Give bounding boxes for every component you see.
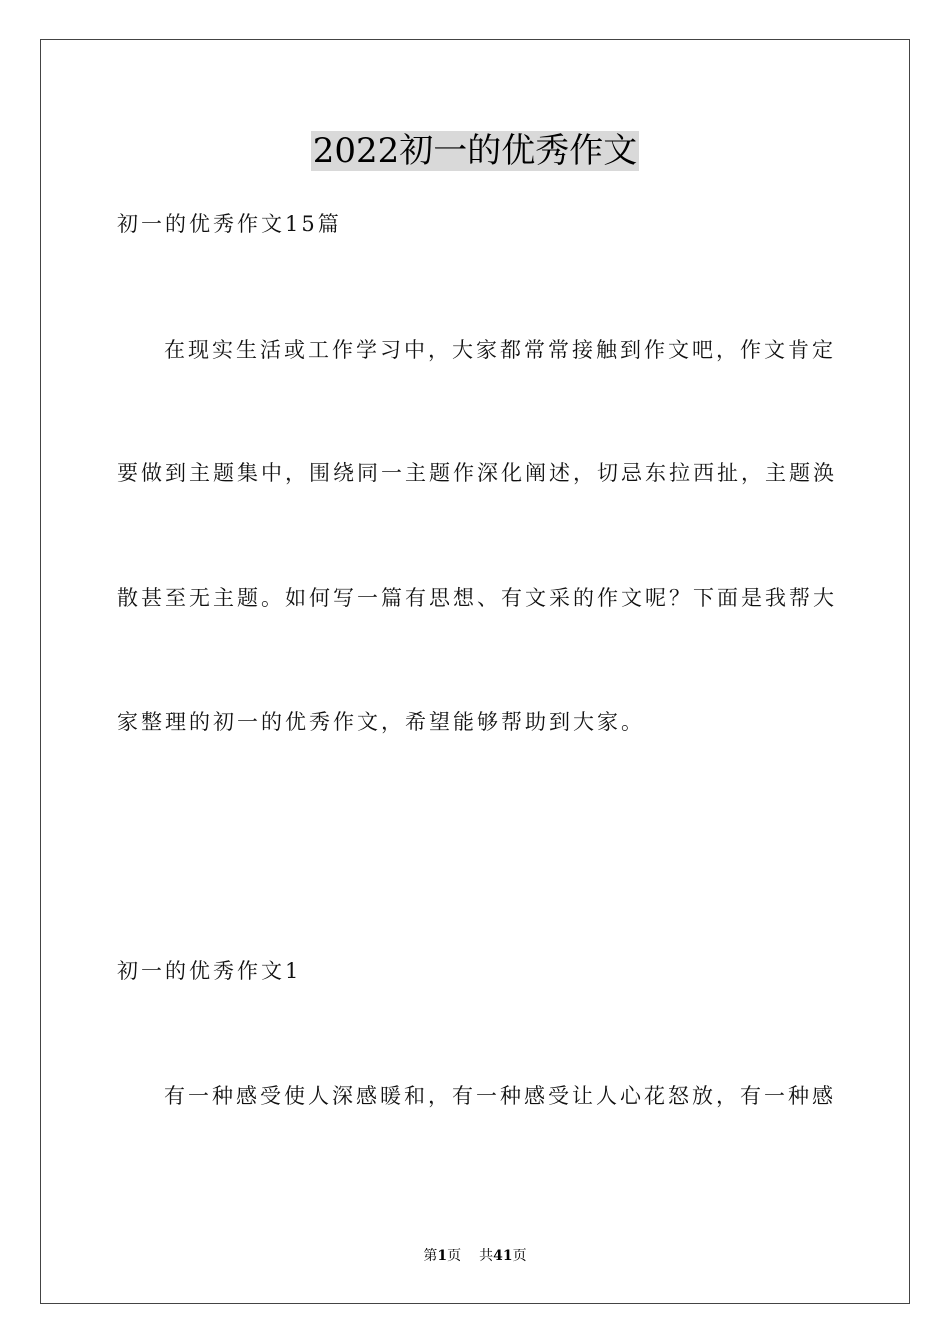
paragraph-line: 散甚至无主题。如何写一篇有思想、有文采的作文呢？下面是我帮大	[117, 586, 837, 610]
footer-page-prefix: 第	[423, 1248, 438, 1264]
footer-total-suffix: 页	[512, 1248, 527, 1264]
footer-page-suffix: 页	[447, 1248, 462, 1264]
paragraph-line: 在现实生活或工作学习中，大家都常常接触到作文吧，作文肯定	[164, 338, 836, 362]
footer-total-pages: 41	[493, 1248, 513, 1264]
paragraph-line: 要做到主题集中，围绕同一主题作深化阐述，切忌东拉西扯，主题涣	[117, 461, 837, 485]
document-subtitle: 初一的优秀作文15篇	[117, 212, 342, 236]
section-heading: 初一的优秀作文1	[117, 959, 302, 983]
paragraph-line: 有一种感受使人深感暖和，有一种感受让人心花怒放，有一种感	[164, 1084, 836, 1108]
page-footer	[0, 1245, 950, 1265]
document-title-text: 2022初一的优秀作文	[312, 131, 638, 171]
footer-page-current: 1	[437, 1248, 448, 1264]
document-title	[0, 127, 950, 175]
paragraph-line: 家整理的初一的优秀作文，希望能够帮助到大家。	[117, 710, 645, 734]
footer-total-prefix: 共	[479, 1248, 494, 1264]
